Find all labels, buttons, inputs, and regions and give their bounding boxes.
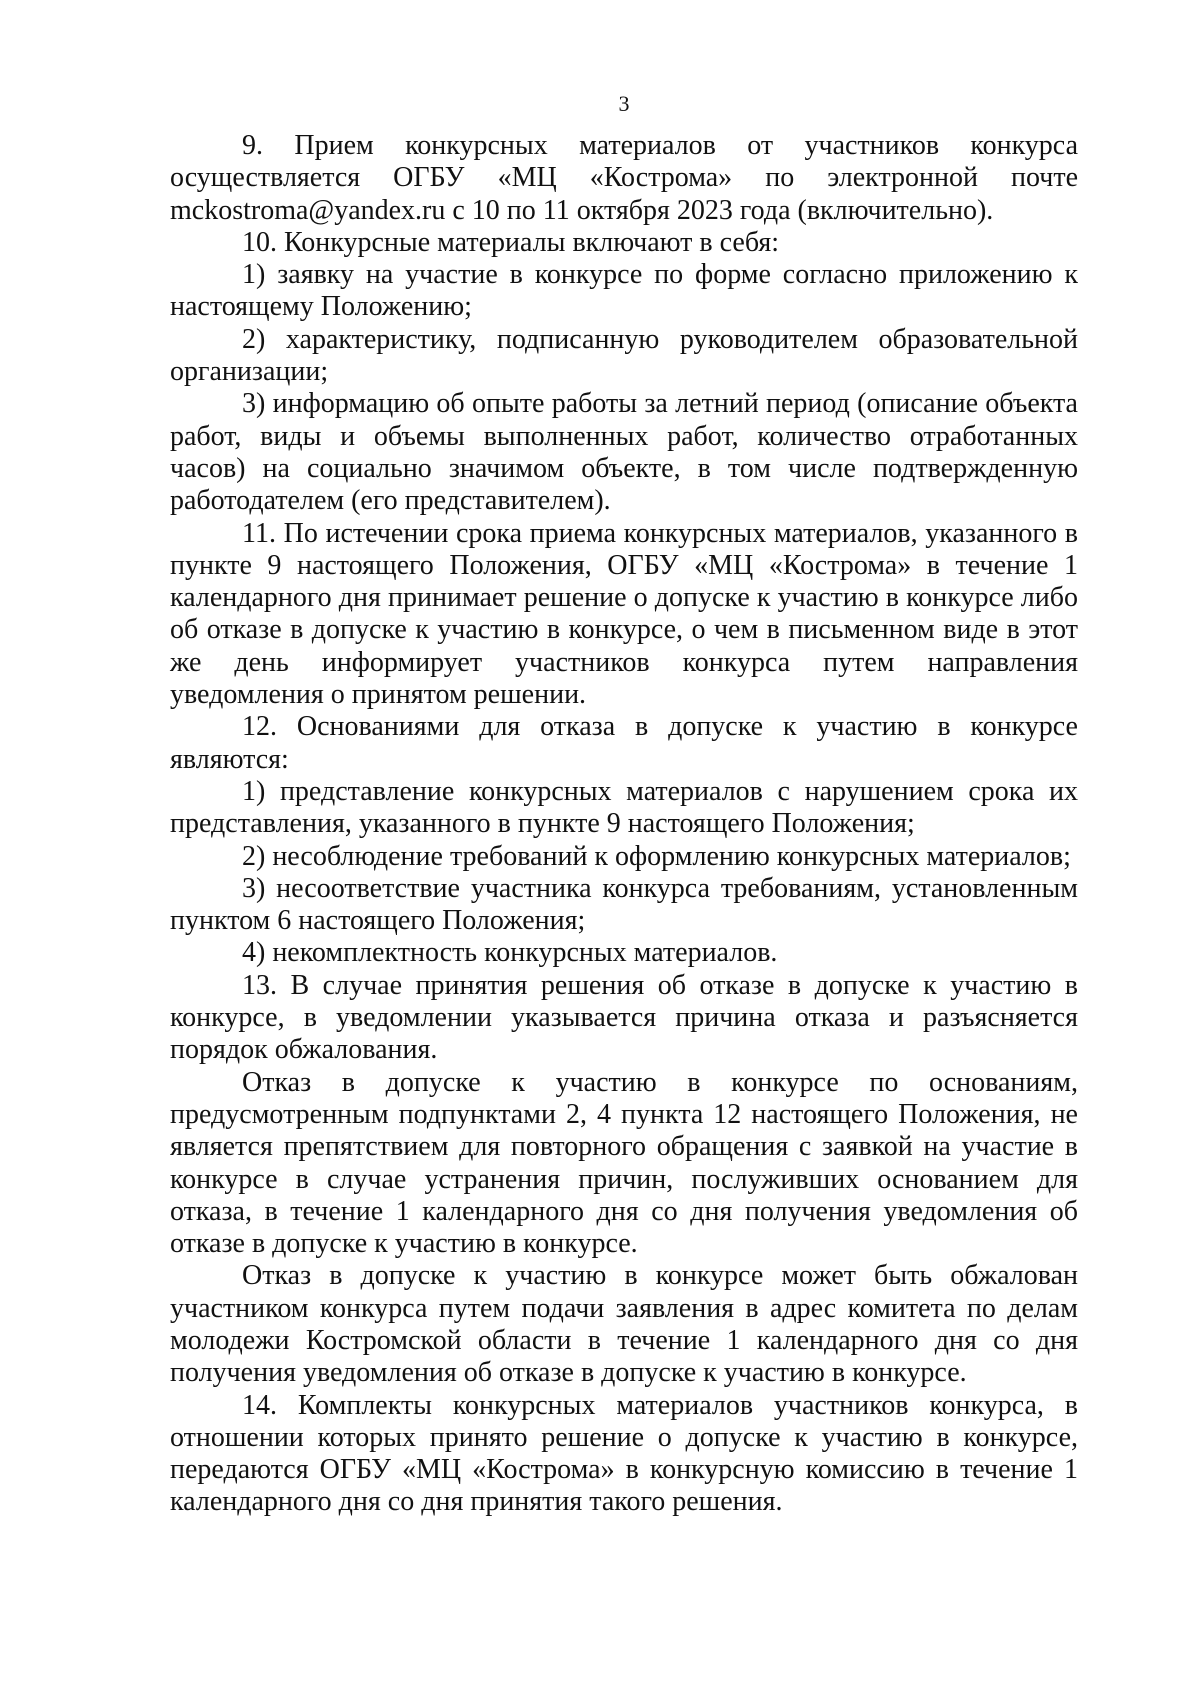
paragraph-12-item-4: 4) некомплектность конкурсных материалов.: [242, 937, 778, 969]
paragraph-11: 11. По истечении срока приема конкурсных материалов, указанного в пункте 9 настоящего Положения, ОГБУ «МЦ «Кострома» в течение 1 календарного дня принимает решение о допуске к участию в конкурсе либо об отказе в допуске к участию в конкурсе, о чем в письменном виде в этот же день информирует участников конкурса путем направления уведомления о принятом решении.: [170, 517, 1078, 711]
paragraph-14: 14. Комплекты конкурсных материалов участников конкурса, в отношении которых принято решение о допуске к участию в конкурсе, передаются ОГБУ «МЦ «Кострома» в конкурсную комиссию в течение 1 календарного дня со дня принятия такого решения.: [170, 1389, 1078, 1518]
paragraph-13: 13. В случае принятия решения об отказе в допуске к участию в конкурсе, в уведомлении указывается причина отказа и разъясняется порядок обжалования.: [170, 969, 1078, 1066]
document-body: [170, 130, 1078, 1519]
paragraph-12-item-1: 1) представление конкурсных материалов с нарушением срока их представления, указанного в пункте 9 настоящего Положения;: [170, 775, 1078, 840]
paragraph-12-item-2: 2) несоблюдение требований к оформлению конкурсных материалов;: [242, 840, 1071, 872]
paragraph-13-refusal-grounds: Отказ в допуске к участию в конкурсе по основаниям, предусмотренным подпунктами 2, 4 пункта 12 настоящего Положения, не является препятствием для повторного обращения с заявкой на участие в конкурсе в случае устранения причин, послуживших основанием для отказа, в течение 1 календарного дня со дня получения уведомления об отказе в допуске к участию в конкурсе.: [170, 1066, 1078, 1260]
paragraph-10-item-3: 3) информацию об опыте работы за летний период (описание объекта работ, виды и объемы выполненных работ, количество отработанных часов) на социально значимом объекте, в том числе подтвержденную работодателем (его представителем).: [170, 388, 1078, 517]
page-number: 3: [618, 91, 630, 116]
paragraph-10-item-2: 2) характеристику, подписанную руководителем образовательной организации;: [170, 323, 1078, 388]
paragraph-10-item-1: 1) заявку на участие в конкурсе по форме согласно приложению к настоящему Положению;: [170, 259, 1078, 323]
paragraph-12-item-3: 3) несоответствие участника конкурса требованиям, установленным пунктом 6 настоящего Положения;: [170, 872, 1078, 937]
paragraph-10: 10. Конкурсные материалы включают в себя:: [242, 226, 780, 258]
paragraph-12: 12. Основаниями для отказа в допуске к участию в конкурсе являются:: [170, 711, 1078, 775]
paragraph-9: 9. Прием конкурсных материалов от участников конкурса осуществляется ОГБУ «МЦ «Кострома» по электронной почте mckostroma@yandex.ru с 10 по 11 октября 2023 года (включительно).: [170, 130, 1078, 226]
paragraph-13-appeal: Отказ в допуске к участию в конкурсе может быть обжалован участником конкурса путем подачи заявления в адрес комитета по делам молодежи Костромской области в течение 1 календарного дня со дня получения уведомления об отказе в допуске к участию в конкурсе.: [170, 1260, 1078, 1389]
